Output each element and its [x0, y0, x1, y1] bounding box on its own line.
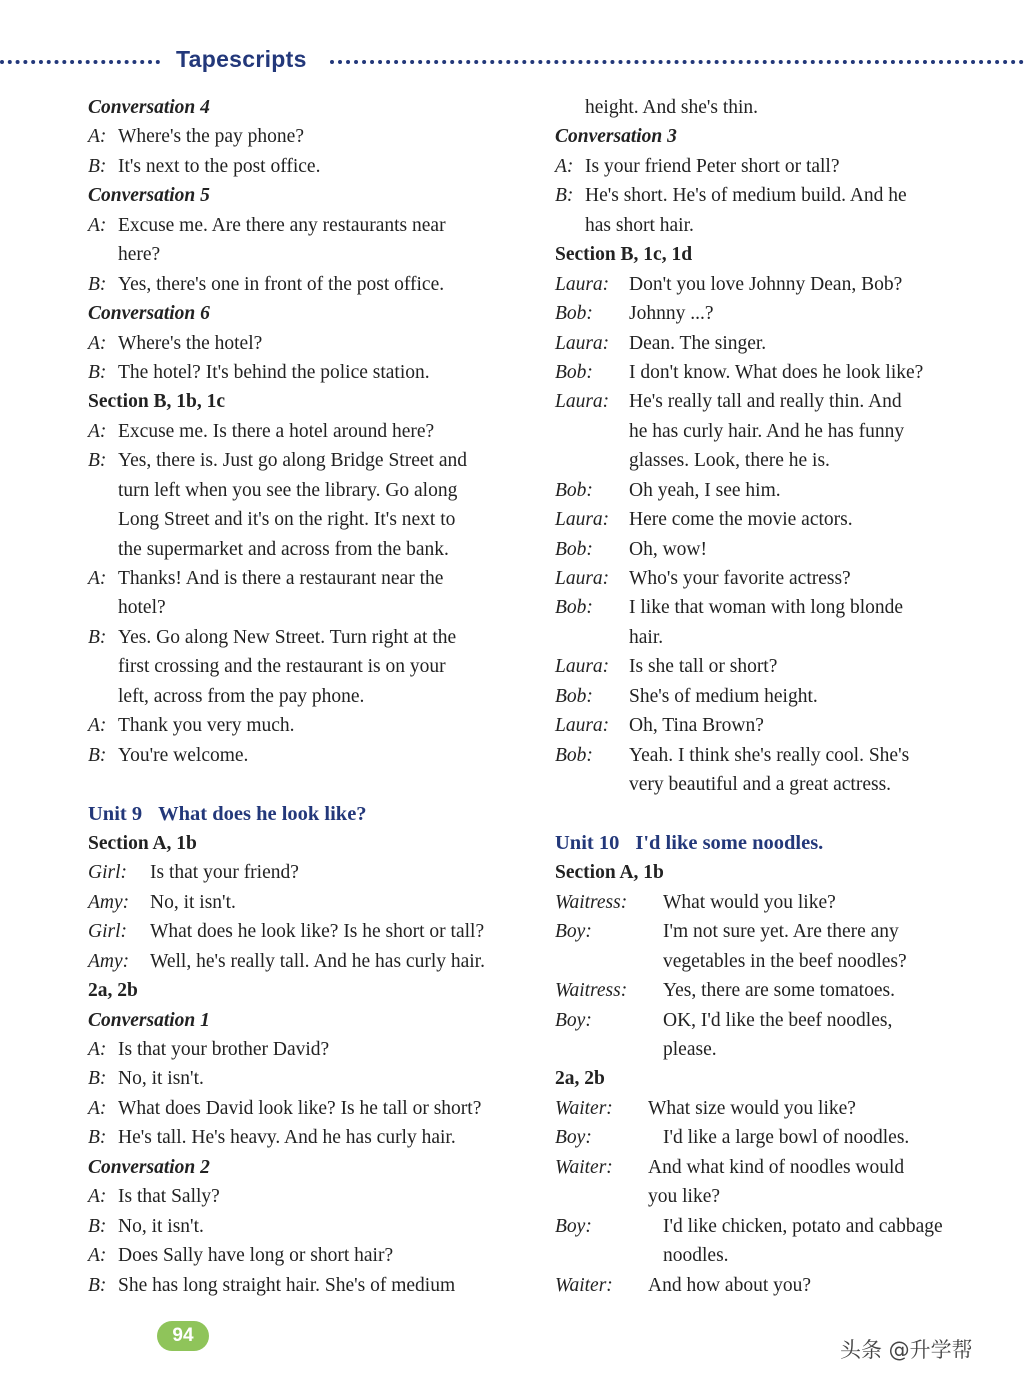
dialogue-text: He's really tall and really thin. And: [629, 391, 902, 413]
unit-heading: [88, 800, 528, 829]
dialogue-line: [555, 181, 985, 210]
dialogue-text: No, it isn't.: [118, 1215, 204, 1237]
dialogue-text: And what kind of noodles would: [648, 1156, 905, 1178]
speaker-label: A:: [88, 1039, 107, 1060]
speaker-label: B:: [88, 744, 107, 766]
dialogue-text: She's of medium height.: [629, 685, 818, 707]
dialogue-text: I like that woman with long blonde: [629, 597, 904, 619]
dialogue-text: Don't you love Johnny Dean, Bob?: [629, 273, 903, 295]
dialogue-text: It's next to the post office.: [118, 155, 321, 177]
dialogue-text: And how about you?: [648, 1274, 812, 1296]
dialogue-text: Is that your friend?: [150, 862, 299, 884]
spacer: [555, 800, 985, 829]
dialogue-line: [555, 564, 985, 593]
dialogue-line: [88, 358, 528, 387]
conversation-heading: Conversation 4: [88, 97, 210, 118]
dialogue-text: Who's your favorite actress?: [629, 568, 851, 589]
dialogue-line: [555, 299, 985, 328]
speaker-label: Bob:: [555, 685, 593, 707]
dialogue-text: Where's the pay phone?: [118, 126, 304, 148]
speaker-label: B:: [555, 185, 574, 207]
dialogue-line: [555, 476, 985, 505]
speaker-label: B:: [88, 273, 107, 295]
conversation-heading: Conversation 6: [88, 303, 210, 325]
speaker-label: Laura:: [555, 509, 610, 531]
speaker-label: Waiter:: [555, 1156, 613, 1178]
speaker-label: B:: [88, 626, 107, 648]
dialogue-line: [88, 888, 528, 917]
dialogue-text: OK, I'd like the beef noodles,: [663, 1009, 893, 1031]
dialogue-line: [88, 858, 528, 887]
dialogue-text: Excuse me. Is there a hotel around here?: [118, 420, 435, 442]
speaker-label: Bob:: [555, 361, 593, 383]
dialogue-text: What size would you like?: [648, 1097, 856, 1119]
dialogue-text: Excuse me. Are there any restaurants near: [118, 214, 446, 236]
speaker-label: A:: [555, 155, 574, 177]
dialogue-line: [88, 711, 528, 740]
dialogue-line: [555, 711, 985, 740]
speaker-label: A:: [88, 715, 107, 737]
speaker-label: Laura:: [555, 273, 610, 295]
speaker-label: Waiter:: [555, 1097, 613, 1119]
speaker-label: Laura:: [555, 656, 610, 678]
dialogue-continuation: first crossing and the restaurant is on your: [118, 656, 446, 678]
dialogue-line: [555, 976, 985, 1005]
dialogue-text: Oh yeah, I see him.: [629, 479, 781, 501]
section-heading: Section B, 1b, 1c: [88, 391, 226, 413]
page-number: 94: [157, 1321, 209, 1351]
dialogue-line: [555, 1153, 985, 1182]
dialogue-line: [555, 741, 985, 770]
unit-heading: [555, 829, 985, 858]
dialogue-text: I'd like chicken, potato and cabbage: [663, 1215, 943, 1237]
dialogue-line: [555, 1271, 985, 1300]
dialogue-line: [555, 535, 985, 564]
speaker-label: Boy:: [555, 1127, 592, 1149]
speaker-label: Bob:: [555, 479, 593, 501]
dialogue-continuation: here?: [118, 244, 161, 266]
conversation-heading: Conversation 5: [88, 185, 210, 207]
dialogue-line: [88, 1035, 528, 1064]
dialogue-line: [555, 270, 985, 299]
header-dots-left: [0, 60, 160, 64]
section-heading: Section B, 1c, 1d: [555, 244, 693, 266]
dialogue-continuation: hair.: [629, 626, 664, 648]
dialogue-line: [88, 917, 528, 946]
dialogue-continuation: please.: [663, 1039, 717, 1060]
unit-title: What does he look like?: [158, 802, 367, 825]
dialogue-text: I don't know. What does he look like?: [629, 361, 924, 383]
conversation-heading: Conversation 1: [88, 1009, 210, 1031]
header-title: Tapescripts: [176, 46, 307, 72]
speaker-label: Waiter:: [555, 1274, 613, 1296]
speaker-label: Waitress:: [555, 980, 628, 1002]
dialogue-text: He's tall. He's heavy. And he has curly hair.: [118, 1127, 456, 1149]
dialogue-text: What does David look like? Is he tall or short?: [118, 1097, 482, 1119]
dialogue-line: [555, 505, 985, 534]
dialogue-continuation: height. And she's thin.: [585, 97, 759, 118]
dialogue-text: Yes, there are some tomatoes.: [663, 980, 895, 1002]
header-dots-right: [330, 60, 1024, 64]
dialogue-text: Does Sally have long or short hair?: [118, 1245, 394, 1267]
speaker-label: A:: [88, 126, 107, 148]
dialogue-text: She has long straight hair. She's of medium: [118, 1274, 456, 1296]
dialogue-text: Oh, wow!: [629, 538, 707, 560]
dialogue-line: [88, 1123, 528, 1152]
dialogue-text: Thank you very much.: [118, 715, 295, 737]
dialogue-continuation: Long Street and it's on the right. It's next to: [118, 509, 456, 531]
dialogue-continuation: left, across from the pay phone.: [118, 685, 365, 707]
speaker-label: A:: [88, 1097, 107, 1119]
right-column: [555, 93, 985, 1300]
dialogue-line: [88, 1241, 528, 1270]
dialogue-text: You're welcome.: [118, 744, 249, 766]
dialogue-text: What does he look like? Is he short or tall?: [150, 921, 485, 943]
speaker-label: B:: [88, 361, 107, 383]
speaker-label: Girl:: [88, 862, 127, 884]
dialogue-continuation: you like?: [648, 1186, 721, 1208]
dialogue-text: Is she tall or short?: [629, 656, 778, 678]
spacer: [88, 770, 528, 799]
dialogue-line: [88, 270, 528, 299]
speaker-label: B:: [88, 1127, 107, 1149]
dialogue-text: I'd like a large bowl of noodles.: [663, 1127, 910, 1149]
speaker-label: Laura:: [555, 715, 610, 737]
unit-number: Unit 10: [555, 831, 620, 854]
conversation-heading: Conversation 3: [555, 126, 677, 148]
dialogue-line: [88, 947, 528, 976]
speaker-label: B:: [88, 1274, 107, 1296]
dialogue-line: [555, 1123, 985, 1152]
dialogue-line: [88, 1212, 528, 1241]
dialogue-line: [555, 358, 985, 387]
speaker-label: B:: [88, 450, 107, 472]
dialogue-text: He's short. He's of medium build. And he: [585, 185, 907, 207]
dialogue-text: Yes. Go along New Street. Turn right at the: [118, 626, 457, 648]
speaker-label: A:: [88, 332, 107, 354]
dialogue-text: Is that your brother David?: [118, 1039, 330, 1060]
speaker-label: Amy:: [88, 950, 130, 972]
speaker-label: B:: [88, 1215, 107, 1237]
dialogue-text: Thanks! And is there a restaurant near the: [118, 568, 444, 589]
conversation-heading: Conversation 2: [88, 1156, 210, 1178]
page-header: [0, 44, 1024, 80]
dialogue-line: [555, 1006, 985, 1035]
dialogue-continuation: vegetables in the beef noodles?: [663, 950, 907, 972]
speaker-label: Amy:: [88, 891, 130, 913]
speaker-label: Bob:: [555, 744, 593, 766]
speaker-label: B:: [88, 155, 107, 177]
speaker-label: A:: [88, 1186, 107, 1208]
dialogue-line: [555, 1212, 985, 1241]
dialogue-continuation: very beautiful and a great actress.: [629, 774, 892, 796]
dialogue-text: Here come the movie actors.: [629, 509, 853, 531]
watermark: 头条 @升学帮: [840, 1338, 973, 1362]
speaker-label: Bob:: [555, 303, 593, 325]
dialogue-line: [555, 593, 985, 622]
dialogue-text: Oh, Tina Brown?: [629, 715, 764, 737]
dialogue-line: [88, 1094, 528, 1123]
section-heading: Section A, 1b: [555, 862, 664, 884]
speaker-label: Waitress:: [555, 891, 628, 913]
speaker-label: Laura:: [555, 332, 610, 354]
dialogue-text: Yes, there is. Just go along Bridge Street and: [118, 450, 467, 472]
dialogue-line: [88, 564, 528, 593]
speaker-label: Laura:: [555, 568, 610, 589]
dialogue-text: Well, he's really tall. And he has curly hair.: [150, 950, 485, 972]
speaker-label: A:: [88, 420, 107, 442]
dialogue-text: Is your friend Peter short or tall?: [585, 155, 840, 177]
dialogue-continuation: the supermarket and across from the bank.: [118, 538, 449, 560]
dialogue-continuation: he has curly hair. And he has funny: [629, 420, 905, 442]
dialogue-line: [555, 152, 985, 181]
dialogue-text: No, it isn't.: [118, 1068, 204, 1090]
speaker-label: A:: [88, 214, 107, 236]
dialogue-line: [88, 152, 528, 181]
dialogue-line: [88, 211, 528, 240]
dialogue-continuation: has short hair.: [585, 214, 694, 236]
dialogue-continuation: noodles.: [663, 1245, 729, 1267]
speaker-label: Boy:: [555, 1009, 592, 1031]
dialogue-text: Where's the hotel?: [118, 332, 263, 354]
unit-number: Unit 9: [88, 802, 143, 825]
dialogue-line: [88, 1271, 528, 1300]
speaker-label: Bob:: [555, 597, 593, 619]
dialogue-continuation: glasses. Look, there he is.: [629, 450, 830, 472]
dialogue-line: [555, 682, 985, 711]
speaker-label: A:: [88, 1245, 107, 1267]
dialogue-continuation: hotel?: [118, 597, 166, 619]
dialogue-text: What would you like?: [663, 891, 836, 913]
dialogue-line: [555, 329, 985, 358]
dialogue-text: Yes, there's one in front of the post office.: [118, 273, 445, 295]
speaker-label: Boy:: [555, 1215, 592, 1237]
dialogue-line: [555, 888, 985, 917]
left-column: [88, 93, 528, 1300]
dialogue-line: [555, 1094, 985, 1123]
dialogue-line: [88, 446, 528, 475]
unit-title: I'd like some noodles.: [635, 831, 824, 854]
speaker-label: A:: [88, 568, 107, 589]
dialogue-text: No, it isn't.: [150, 891, 236, 913]
dialogue-text: Is that Sally?: [118, 1186, 220, 1208]
dialogue-text: I'm not sure yet. Are there any: [663, 921, 899, 943]
speaker-label: Laura:: [555, 391, 610, 413]
dialogue-line: [88, 741, 528, 770]
dialogue-line: [555, 652, 985, 681]
dialogue-line: [555, 917, 985, 946]
speaker-label: B:: [88, 1068, 107, 1090]
dialogue-line: [88, 1064, 528, 1093]
dialogue-line: [555, 387, 985, 416]
dialogue-line: [88, 329, 528, 358]
section-heading: 2a, 2b: [555, 1068, 605, 1090]
dialogue-line: [88, 623, 528, 652]
dialogue-line: [88, 122, 528, 151]
dialogue-continuation: turn left when you see the library. Go along: [118, 479, 458, 501]
dialogue-text: Yeah. I think she's really cool. She's: [629, 744, 910, 766]
dialogue-line: [88, 1182, 528, 1211]
dialogue-line: [88, 417, 528, 446]
section-heading: 2a, 2b: [88, 980, 138, 1002]
speaker-label: Girl:: [88, 921, 127, 943]
dialogue-text: Dean. The singer.: [629, 332, 767, 354]
speaker-label: Bob:: [555, 538, 593, 560]
dialogue-text: The hotel? It's behind the police station.: [118, 361, 430, 383]
speaker-label: Boy:: [555, 921, 592, 943]
dialogue-text: Johnny ...?: [629, 303, 714, 325]
section-heading: Section A, 1b: [88, 832, 197, 854]
